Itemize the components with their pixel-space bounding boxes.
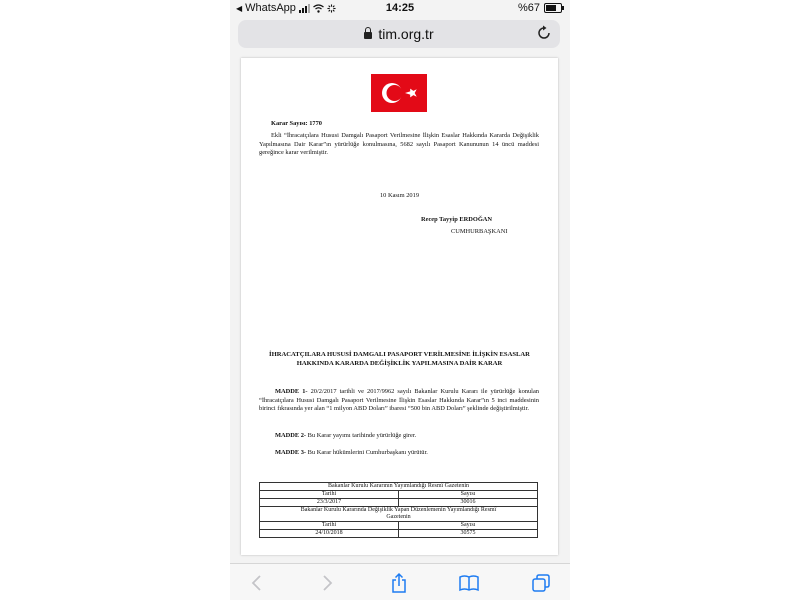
article-1 (259, 388, 539, 414)
back-triangle-icon: ◀ (236, 3, 243, 13)
gazette-col-date-2: Tarihi (260, 522, 399, 530)
back-app-label: WhatsApp (245, 2, 296, 14)
battery-percent: %67 (517, 2, 540, 14)
lock-icon (364, 32, 372, 39)
gazette-col-number-2: Sayısı (399, 522, 538, 530)
article-3 (259, 449, 539, 458)
gazette-col-date: Tarihi (260, 491, 399, 499)
bookmarks-icon[interactable] (458, 572, 480, 594)
article-1-head: MADDE 1- (275, 388, 308, 395)
url-text: tim.org.tr (378, 26, 434, 42)
share-icon[interactable] (388, 572, 410, 594)
decision-number: Karar Sayısı: 1770 (271, 120, 323, 127)
gazette-header-1: Bakanlar Kurulu Kararının Yayımlandığı Resmî Gazetenin (260, 483, 538, 491)
article-1-text: 20/2/2017 tarihli ve 2017/9962 sayılı Bakanlar Kurulu Kararı ile yürürlüğe konulan “İhracatçılara Hususi Damgalı Pasaport Verilmesine İlişkin Esaslar Hakkında Karar”ın 5 inci maddesinin birinci fıkrasında yer alan “1 milyon ABD Doları” ibaresi “500 bin ABD Doları” şeklinde değiştirilmiştir. (259, 388, 539, 413)
turkish-flag-icon (371, 74, 427, 112)
back-arrow-icon[interactable] (246, 572, 268, 594)
reload-icon[interactable] (536, 25, 552, 41)
gazette-row2-number: 30575 (399, 530, 538, 538)
gazette-table (259, 482, 538, 538)
article-3-head: MADDE 3- (275, 449, 307, 456)
signatory-name: Recep Tayyip ERDOĞAN (421, 216, 493, 223)
battery-icon (544, 3, 562, 13)
article-2 (259, 432, 539, 441)
decision-title: İHRACATÇILARA HUSUSİ DAMGALI PASAPORT VERİLMESİNE İLİŞKİN ESASLAR HAKKINDA KARARDA DEĞİŞİKLİK YAPILMASINA DAİR KARAR (269, 351, 530, 367)
article-2-head: MADDE 2- (275, 432, 307, 439)
signatory-title: CUMHURBAŞKANI (451, 228, 508, 235)
decision-date: 10 Kasım 2019 (379, 192, 420, 199)
tabs-icon[interactable] (530, 572, 552, 594)
gazette-row1-date: 23/3/2017 (260, 499, 399, 507)
document-page (241, 58, 558, 555)
forward-arrow-icon[interactable] (316, 572, 338, 594)
article-2-text: Bu Karar yayımı tarihinde yürürlüğe girer. (306, 432, 417, 439)
browser-toolbar (230, 563, 570, 600)
gazette-col-number: Sayısı (399, 491, 538, 499)
gazette-row1-number: 30016 (399, 499, 538, 507)
address-bar[interactable] (238, 20, 560, 48)
article-3-text: Bu Karar hükümlerini Cumhurbaşkanı yürütür. (306, 449, 428, 456)
gazette-header-2: Bakanlar Kurulu Kararında Değişiklik Yapan Düzenlemenin Yayımlandığı Resmî Gazetenin (260, 507, 538, 522)
status-bar (230, 0, 570, 18)
gazette-row2-date: 24/10/2018 (260, 530, 399, 538)
phone-screen (230, 0, 570, 600)
intro-paragraph: Ekli “İhracatçılara Hususi Damgalı Pasaport Verilmesine İlişkin Esaslar Hakkında Kararda Değişiklik Yapılmasına Dair Karar”ın yürürlüğe konulmasına, 5682 sayılı Pasaport Kanununun 14 üncü maddesi gereğince karar verilmiştir. (259, 132, 539, 157)
clock: 14:25 (385, 2, 415, 14)
